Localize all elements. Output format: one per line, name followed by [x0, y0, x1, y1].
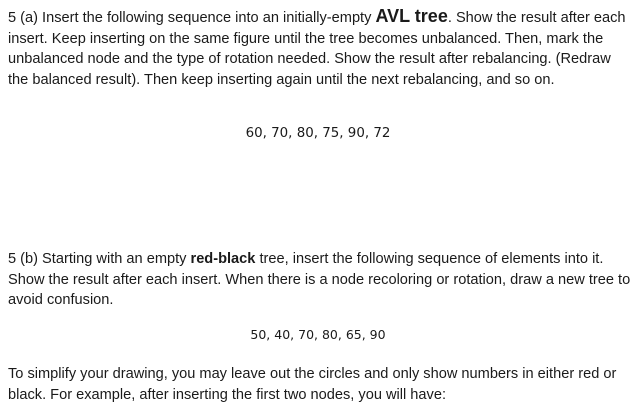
avl-sequence: 60, 70, 80, 75, 90, 72 — [245, 126, 391, 141]
problem-a-lead: 5 (a) Insert the following sequence into an initially-empty — [8, 10, 376, 26]
red-black-emphasis: red-black — [190, 251, 256, 267]
red-black-sequence: 50, 40, 70, 80, 65, 90 — [250, 327, 386, 342]
problem-a-instructions: . Show the result after each insert. Keep inserting on the same figure until the tree becomes unbalanced. Then, mark the unbalanced node and the type of rotation needed. Show the result after rebalancing. (Redraw the balanced result). Then keep inserting again until the next rebalancing, and so on. — [8, 10, 626, 88]
avl-tree-emphasis: AVL tree — [375, 6, 448, 26]
problem-b-text — [8, 249, 632, 311]
problem-b-instructions: tree, insert the following sequence of elements into it. Show the result after each insert. When there is a node recoloring or rotation, draw a new tree to avoid confusion. — [8, 251, 631, 308]
problem-b-lead: 5 (b) Starting with an empty — [8, 251, 191, 267]
drawing-note: To simplify your drawing, you may leave out the circles and only show numbers in either red or black. For example, after inserting the first two nodes, you will have: — [8, 366, 617, 403]
problem-a-text — [8, 6, 632, 90]
